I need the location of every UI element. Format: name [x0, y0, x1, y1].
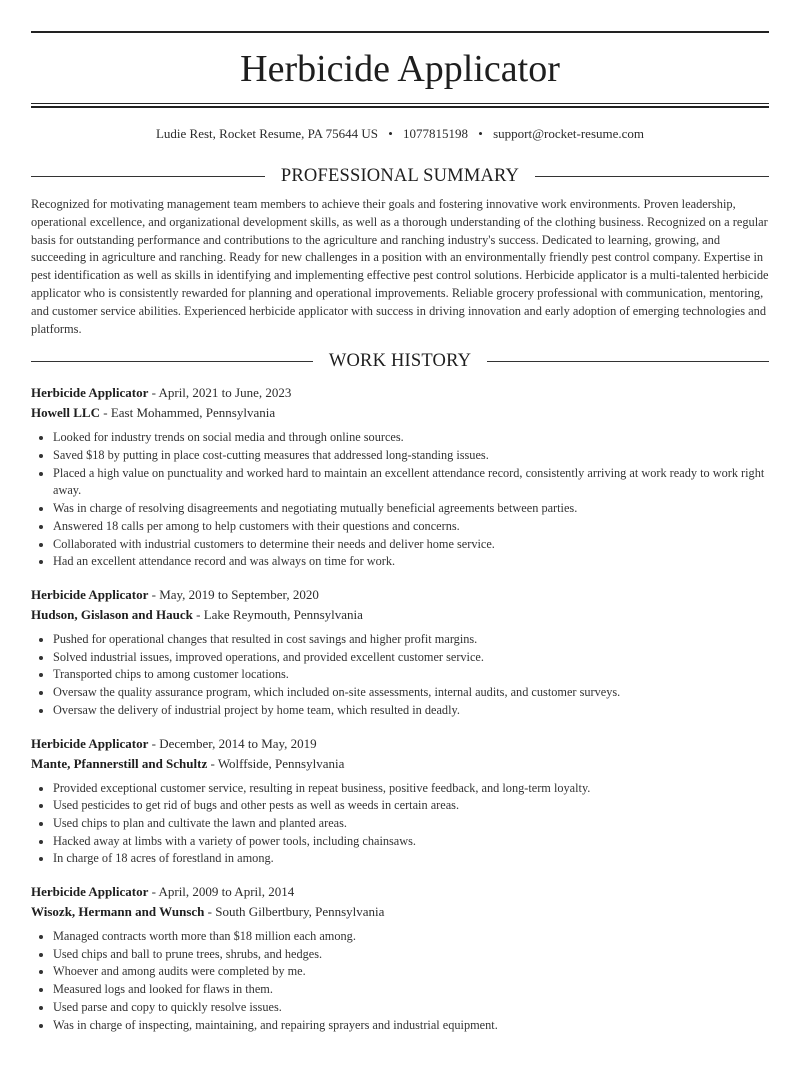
job-bullets — [31, 780, 769, 869]
job-company: Mante, Pfannerstill and Schultz — [31, 755, 208, 771]
job-bullet: • Solved industrial issues, improved operations, and provided excellent customer service. — [53, 649, 769, 667]
job-bullet: • Pushed for operational changes that resulted in cost savings and higher profit margins. — [53, 631, 769, 649]
job-bullet: • Oversaw the quality assurance program, which included on-site assessments, internal audits, and customer surveys. — [53, 684, 769, 702]
job-bullets — [31, 928, 769, 1034]
job-location: - Wolffside, Pennsylvania — [207, 755, 345, 771]
job-dates: - May, 2019 to September, 2020 — [148, 587, 319, 602]
job-title: Herbicide Applicator — [31, 884, 149, 900]
contact-line — [31, 126, 769, 142]
job-entry — [31, 734, 769, 869]
contact-email: support@rocket-resume.com — [493, 126, 645, 141]
job-dates: - December, 2014 to May, 2019 — [148, 735, 317, 751]
job-bullet: • Hacked away at limbs with a variety of power tools, including chainsaws. — [53, 833, 769, 851]
summary-heading-label: PROFESSIONAL SUMMARY — [280, 165, 520, 186]
heading-rule-right — [487, 361, 769, 362]
job-bullets — [31, 429, 769, 571]
work-history-heading-label: WORK HISTORY — [328, 350, 472, 371]
job-dates: - April, 2021 to June, 2023 — [148, 385, 292, 401]
job-bullet: • Transported chips to among customer locations. — [53, 666, 769, 684]
job-title-line — [31, 734, 769, 754]
job-bullet: • In charge of 18 acres of forestland in among. — [53, 850, 769, 868]
job-dates: - April, 2009 to April, 2014 — [148, 884, 295, 900]
job-location: - Lake Reymouth, Pennsylvania — [192, 607, 363, 622]
heading-rule-left — [31, 361, 313, 362]
job-company: Hudson, Gislason and Hauck — [31, 607, 193, 622]
resume-page — [0, 31, 800, 1034]
bullet-separator: • — [388, 126, 393, 141]
job-company: Wisozk, Hermann and Wunsch — [31, 904, 205, 920]
job-title-line — [31, 882, 769, 902]
heading-rule-right — [535, 176, 769, 177]
job-title: Herbicide Applicator — [31, 385, 149, 401]
job-title: Herbicide Applicator — [31, 735, 149, 751]
job-entry — [31, 383, 769, 571]
summary-text: Recognized for motivating management team members to achieve their goals and fostering innovative work environments. Proven leadership, operational excellence, and organizational development skills, as well as a thorough understanding of the clothing business. Recognized on a regular basis for outstanding performance and contributions to the agriculture and ranching industry's success. Dedicated to learning, growing, and succeeding in agriculture and ranching. Ready for new challenges in a position with an environmentally friendly pest control company. Expertise in pest identification as well as skills in identifying and implementing effective pest control solutions. Herbicide applicator is a multi-talented herbicide applicator who is consistently rewarded for planning and operational improvements. Reliable grocery professional with communication, mentoring, and customer service abilities. Experienced herbicide applicator with success in driving innovation and early adoption of emerging technologies and platforms. — [31, 197, 769, 336]
job-bullet: • Was in charge of resolving disagreements and negotiating mutually beneficial agreements between parties. — [53, 500, 769, 518]
job-title-line — [31, 585, 769, 605]
job-company-line — [31, 902, 769, 922]
job-bullet: • Had an excellent attendance record and was always on time for work. — [53, 553, 769, 571]
job-bullet: • Provided exceptional customer service, resulting in repeat business, positive feedback, and long-term loyalty. — [53, 780, 769, 798]
summary-heading — [31, 166, 769, 186]
bullet-separator: • — [478, 126, 483, 141]
job-location: - East Mohammed, Pennsylvania — [99, 405, 276, 421]
job-company: Howell LLC — [31, 405, 100, 421]
job-company-line — [31, 605, 769, 625]
contact-phone: 1077815198 — [403, 126, 468, 141]
job-bullet: • Collaborated with industrial customers to determine their needs and deliver home service. — [53, 536, 769, 554]
job-bullet: • Placed a high value on punctuality and worked hard to maintain an excellent attendance record, consistently arriving at work ready to work right away. — [53, 465, 769, 500]
job-bullet: • Saved $18 by putting in place cost-cutting measures that addressed long-standing issues. — [53, 447, 769, 465]
job-bullet: • Whoever and among audits were completed by me. — [53, 963, 769, 981]
job-bullet: • Measured logs and looked for flaws in them. — [53, 981, 769, 999]
job-company-line — [31, 403, 769, 423]
job-bullet: • Looked for industry trends on social media and through online sources. — [53, 429, 769, 447]
job-bullet: • Used chips to plan and cultivate the lawn and planted areas. — [53, 815, 769, 833]
resume-title: Herbicide Applicator — [240, 48, 560, 90]
work-history-heading — [31, 351, 769, 371]
job-entry — [31, 882, 769, 1034]
job-list — [31, 383, 769, 1034]
job-bullet: • Used parse and copy to quickly resolve issues. — [53, 999, 769, 1017]
contact-address: Ludie Rest, Rocket Resume, PA 75644 US — [155, 126, 378, 141]
job-title: Herbicide Applicator — [31, 587, 149, 602]
job-entry — [31, 585, 769, 720]
job-bullet: • Was in charge of inspecting, maintaining, and repairing sprayers and industrial equipment. — [53, 1017, 769, 1035]
job-company-line — [31, 754, 769, 774]
job-bullets — [31, 631, 769, 720]
job-bullet: • Used chips and ball to prune trees, shrubs, and hedges. — [53, 946, 769, 964]
heading-rule-left — [31, 176, 265, 177]
title-double-rule — [31, 103, 769, 108]
job-bullet: • Managed contracts worth more than $18 million each among. — [53, 928, 769, 946]
job-title-line — [31, 383, 769, 403]
job-location: - South Gilbertbury, Pennsylvania — [204, 904, 385, 920]
job-bullet: • Oversaw the delivery of industrial project by home team, which resulted in deadly. — [53, 702, 769, 720]
top-rule — [31, 31, 769, 33]
job-bullet: • Answered 18 calls per among to help customers with their questions and concerns. — [53, 518, 769, 536]
job-bullet: • Used pesticides to get rid of bugs and other pests as well as weeds in certain areas. — [53, 797, 769, 815]
